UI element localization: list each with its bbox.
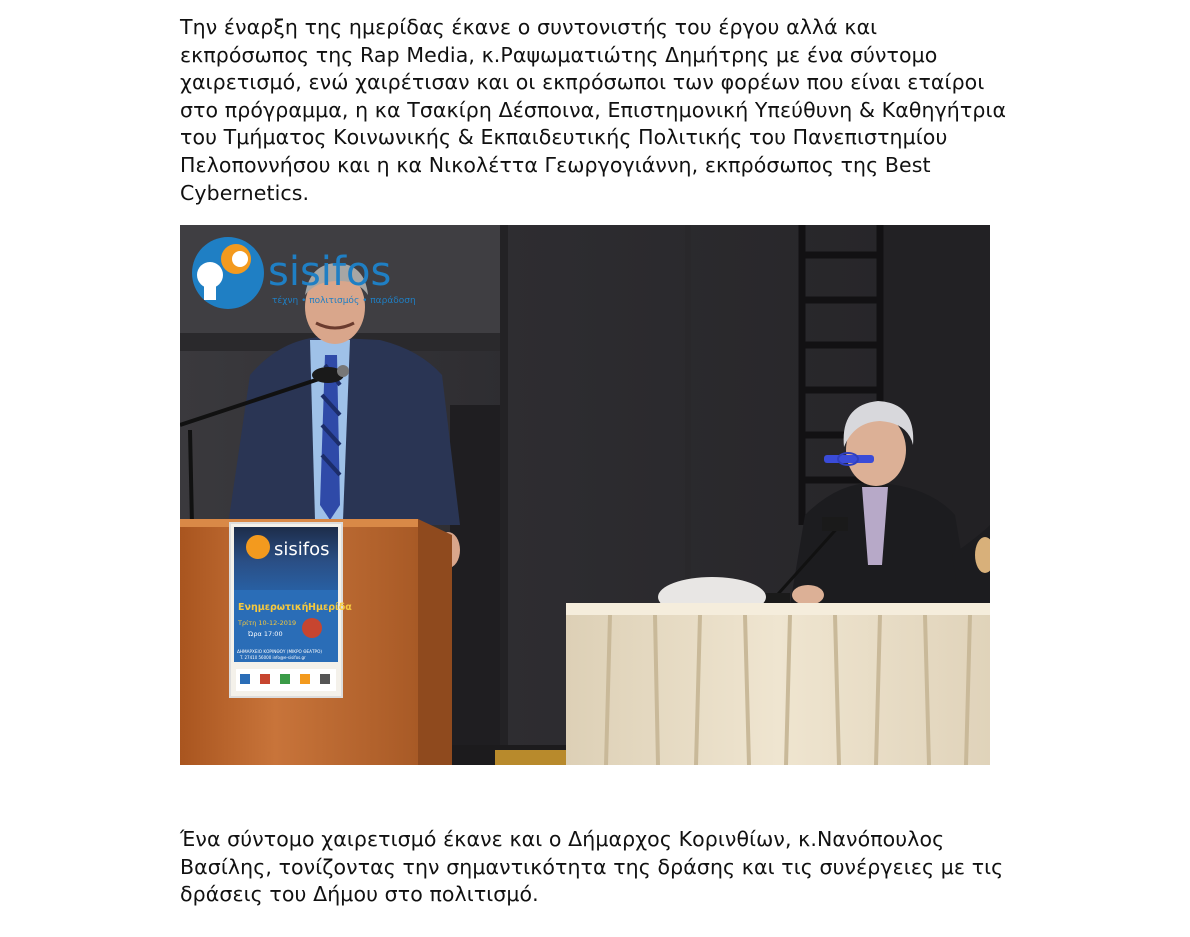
poster-date: Τρίτη 10-12-2019 [238, 619, 297, 627]
poster-heading-1: Ενημερωτική [238, 602, 309, 613]
poster-time: Ώρα 17:00 [248, 630, 283, 638]
poster-brand: sisifos [274, 539, 330, 560]
event-poster [230, 523, 352, 697]
logo-brand: sisifos [268, 249, 392, 295]
poster-contact: T. 27410 56000 info@e-sisifos.gr [240, 655, 306, 660]
paragraph-mayor-greeting: Ένα σύντομο χαιρετισμό έκανε και ο Δήμαρχος Κορινθίων, κ.Νανόπουλος Βασίλης, τονίζοντας την σημαντικότητα της δράσης και τις συνέργειες με τις δράσεις του Δήμου στο πολιτισμό. [180, 827, 1004, 907]
event-photo [180, 225, 990, 765]
poster-venue: ΔΗΜΑΡΧΕΙΟ ΚΟΡΙΝΘΟΥ (ΜΙΚΡΟ ΘΕΑΤΡΟ) [237, 649, 323, 654]
clothed-table [566, 603, 990, 765]
paragraph-opening: Την έναρξη της ημερίδας έκανε ο συντονιστής του έργου αλλά και εκπρόσωπος της Rap Media, κ.Ραψωματιώτης Δημήτρης με ένα σύντομο χαιρετισμό, ενώ χαιρέτισαν και οι εκπρόσωποι των φορέων που είναι εταίροι στο πρόγραμμα, η κα Τσακίρη Δέσποινα, Επιστημονική Υπεύθυνη & Καθηγήτρια του Τμήματος Κοινωνικής & Εκπαιδευτικής Πολιτικής του Πανεπιστημίου Πελοποννήσου και η κα Νικολέττα Γεωργογιάννη, εκπρόσωπος της Best Cybernetics. [180, 15, 1007, 205]
logo-tagline: τέχνη • πολιτισμός • παράδοση [272, 296, 416, 306]
poster-heading-2: Ημερίδα [308, 602, 352, 613]
